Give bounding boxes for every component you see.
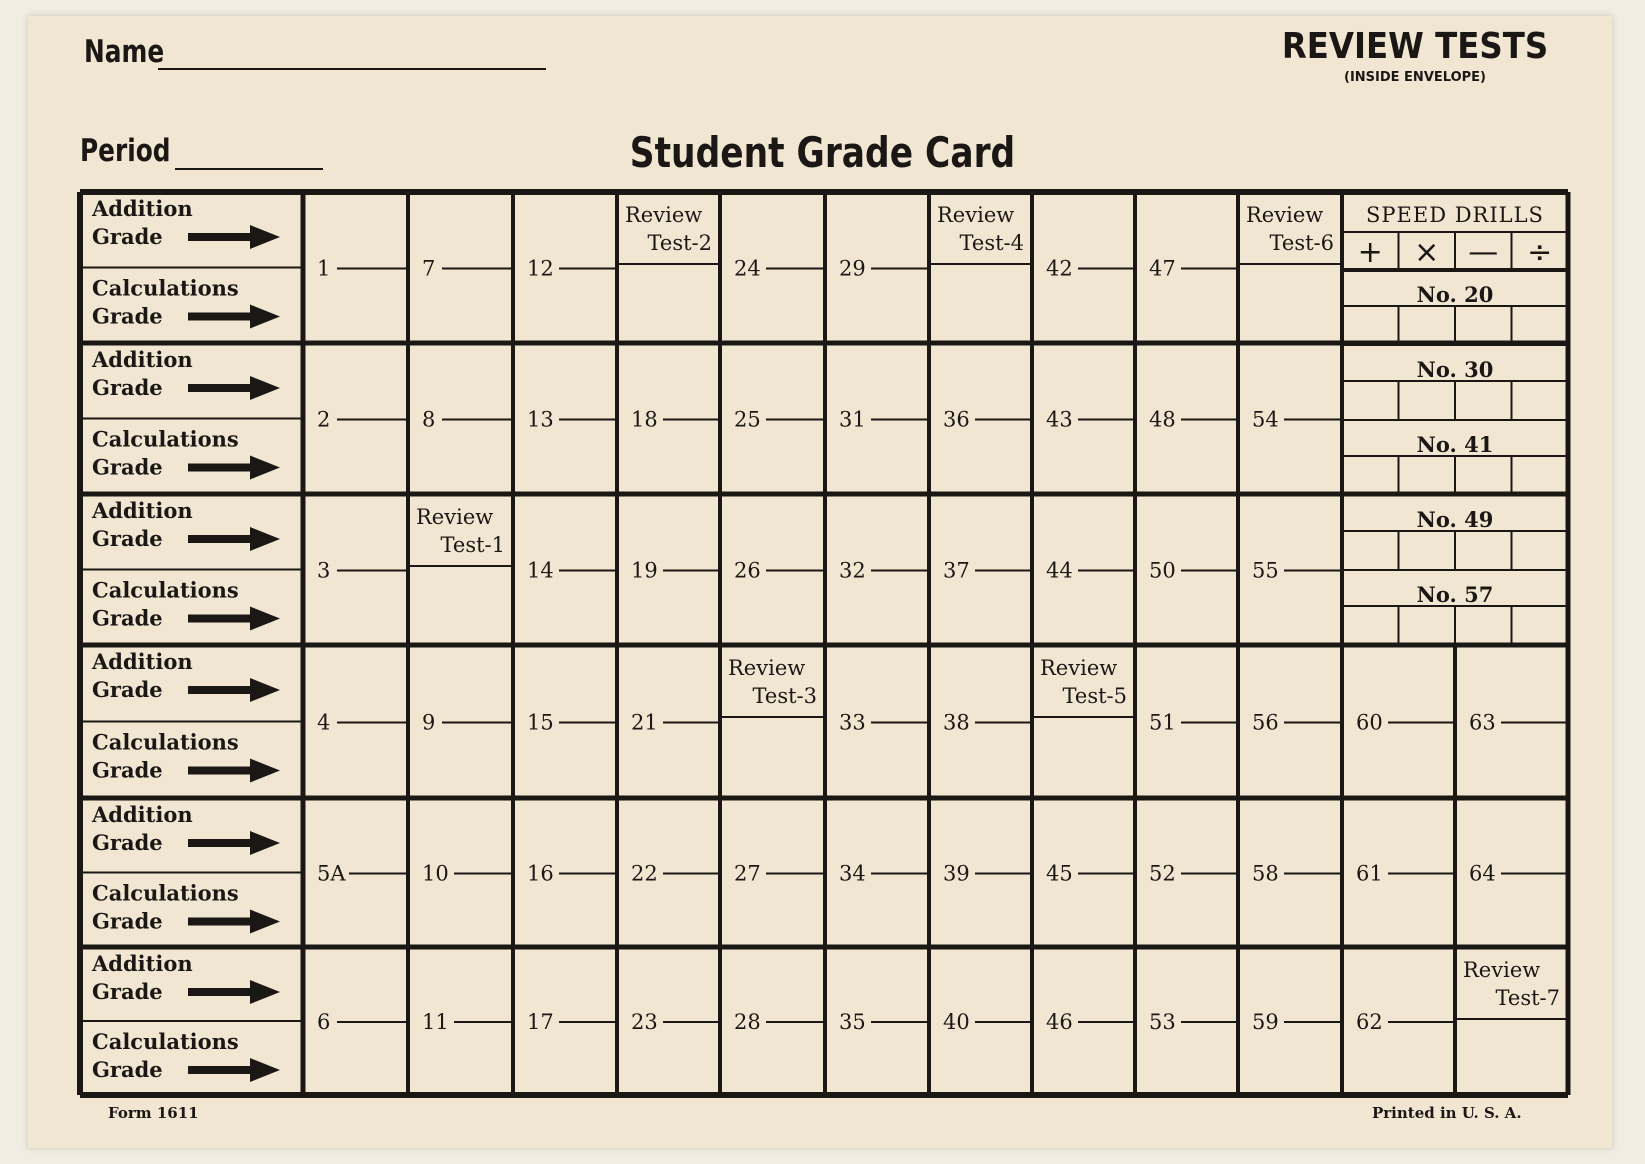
review-test-label: Review [625,203,703,227]
review-test-number: Test-3 [752,684,817,708]
lesson-number: 47 [1149,256,1176,281]
lesson-number: 52 [1149,861,1176,886]
lesson-number: 35 [839,1010,866,1034]
lesson-number: 11 [422,1010,449,1034]
lesson-number: 25 [734,407,761,432]
lesson-number: 19 [631,558,658,583]
review-test-number: Test-1 [440,533,505,557]
lesson-number: 17 [527,1010,554,1034]
review-tests-subtitle: (INSIDE ENVELOPE) [1344,70,1486,85]
calculations-label: Calculations [92,426,239,452]
lesson-number: 63 [1469,710,1496,735]
arrow-icon [188,678,280,702]
lesson-number: 14 [527,558,554,583]
lesson-number: 4 [317,710,331,735]
review-test-label: Review [1246,203,1324,227]
lesson-number: 7 [422,256,436,281]
lesson-number: 15 [527,710,554,735]
arrow-icon [188,456,280,480]
lesson-number: 64 [1469,861,1496,886]
calculations-label: Calculations [92,880,239,906]
lesson-number: 42 [1046,256,1073,281]
speed-drills-title: SPEED DRILLS [1366,203,1544,227]
lesson-number: 3 [317,558,331,583]
lesson-number: 46 [1046,1010,1073,1034]
operation-symbol: × [1414,235,1440,270]
addition-label: Addition [92,649,193,674]
lesson-number: 12 [527,256,554,281]
form-number: Form 1611 [108,1104,199,1122]
review-test-number: Test-4 [959,231,1024,255]
speed-drill-number: No. 20 [1416,282,1494,307]
arrow-icon [188,376,280,400]
arrow-icon [188,305,280,329]
lesson-number: 1 [317,256,331,281]
lesson-number: 29 [839,256,866,281]
lesson-number: 54 [1252,407,1279,432]
lesson-number: 32 [839,558,866,583]
arrow-icon [188,527,280,551]
lesson-number: 53 [1149,1010,1176,1034]
review-test-label: Review [416,505,494,529]
calculations-label: Calculations [92,275,239,301]
lesson-number: 16 [527,861,554,886]
lesson-number: 43 [1046,407,1073,432]
speed-drill-number: No. 30 [1416,357,1494,382]
review-test-label: Review [728,656,806,680]
lesson-number: 21 [631,710,658,735]
lesson-number: 37 [943,558,970,583]
lesson-number: 8 [422,407,436,432]
arrow-icon [188,831,280,855]
arrow-icon [188,910,280,934]
addition-label: Addition [92,802,193,827]
addition-grade-label: Grade [92,979,163,1004]
speed-drill-number: No. 49 [1416,507,1494,532]
calculations-grade-label: Grade [92,757,163,783]
calculations-grade-label: Grade [92,303,163,329]
addition-grade-label: Grade [92,224,163,249]
arrow-icon [188,1058,280,1082]
addition-grade-label: Grade [92,677,163,702]
lesson-number: 38 [943,710,970,735]
arrow-icon [188,225,280,249]
speed-drill-number: No. 57 [1416,582,1494,607]
addition-label: Addition [92,498,193,523]
calculations-grade-label: Grade [92,1057,163,1082]
calculations-grade-label: Grade [92,454,163,480]
operation-symbol: + [1357,235,1383,270]
lesson-number: 5A [317,861,346,886]
arrow-icon [188,607,280,631]
lesson-number: 50 [1149,558,1176,583]
lesson-number: 34 [839,861,866,886]
lesson-number: 44 [1046,558,1073,583]
lesson-number: 9 [422,710,436,735]
review-test-number: Test-7 [1495,986,1560,1010]
calculations-label: Calculations [92,1029,239,1054]
arrow-icon [188,759,280,783]
lesson-number: 10 [422,861,449,886]
calculations-grade-label: Grade [92,908,163,934]
lesson-number: 33 [839,710,866,735]
lesson-number: 48 [1149,407,1176,432]
lesson-number: 59 [1252,1010,1279,1034]
review-test-number: Test-5 [1062,684,1127,708]
lesson-number: 40 [943,1010,970,1034]
calculations-label: Calculations [92,729,239,755]
operation-symbol: ÷ [1527,235,1553,270]
lesson-number: 39 [943,861,970,886]
lesson-number: 61 [1356,861,1383,886]
lesson-number: 45 [1046,861,1073,886]
name-label: Name [84,34,165,70]
lesson-number: 6 [317,1010,331,1034]
lesson-number: 2 [317,407,331,432]
operation-symbol: — [1468,235,1499,270]
lesson-number: 23 [631,1010,658,1034]
calculations-label: Calculations [92,577,239,603]
calculations-grade-label: Grade [92,605,163,631]
grid-lines [80,192,1568,1095]
lesson-number: 31 [839,407,866,432]
speed-drill-number: No. 41 [1416,432,1494,457]
lesson-number: 13 [527,407,554,432]
lesson-number: 36 [943,407,970,432]
addition-label: Addition [92,951,193,976]
review-tests-title: REVIEW TESTS [1281,26,1549,67]
lesson-number: 22 [631,861,658,886]
lesson-number: 55 [1252,558,1279,583]
review-test-label: Review [1463,958,1541,982]
printed-in: Printed in U. S. A. [1372,1104,1522,1122]
lesson-number: 28 [734,1010,761,1034]
review-test-number: Test-6 [1269,231,1334,255]
review-test-number: Test-2 [647,231,712,255]
addition-label: Addition [92,347,193,372]
card-title: Student Grade Card [629,128,1016,177]
period-label: Period [80,133,171,169]
addition-grade-label: Grade [92,830,163,855]
lesson-number: 58 [1252,861,1279,886]
lesson-number: 60 [1356,710,1383,735]
lesson-number: 27 [734,861,761,886]
addition-label: Addition [92,196,193,221]
lesson-number: 24 [734,256,761,281]
lesson-number: 26 [734,558,761,583]
review-test-label: Review [937,203,1015,227]
lesson-number: 56 [1252,710,1279,735]
arrow-icon [188,980,280,1004]
addition-grade-label: Grade [92,526,163,551]
lesson-number: 18 [631,407,658,432]
addition-grade-label: Grade [92,375,163,400]
lesson-number: 62 [1356,1010,1383,1034]
review-test-label: Review [1040,656,1118,680]
lesson-number: 51 [1149,710,1176,735]
